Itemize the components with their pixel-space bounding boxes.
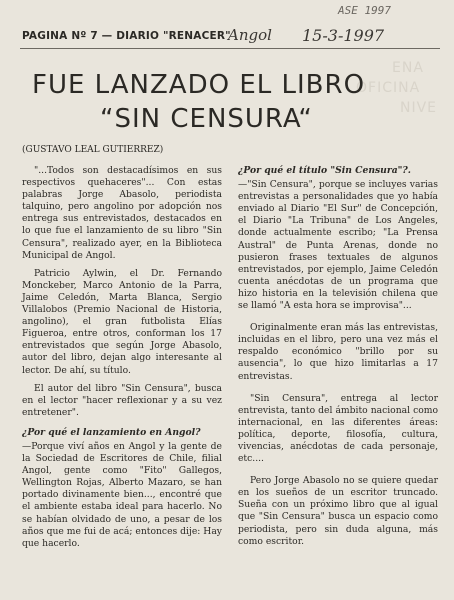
bleed-through-text-3: NIVE [400,100,438,116]
right-column [238,157,438,554]
subheading: ¿Por qué el lanzamiento en Angol? [22,426,201,438]
paragraph: —"Sin Censura", porque se incluyes varias entrevistas a personalidades que yo había enviado al Diario "El Sur" de Concepción, el Diario "La Tribuna" de Los Angeles, donde actualmente escribo; "La Prensa Austral" de Punta Arenas, donde no pusieron frases textuales de algunos entrevistados, por ejemplo, Jaime Celedón cuenta anécdotas de un programa que hizo historia en la televisión chilena que se llamó "A esta hora se improvisa"... [238,179,438,312]
left-column [22,165,222,556]
handwritten-place: Angol [228,26,272,44]
paragraph: Pero Jorge Abasolo no se quiere quedar en los sueños de un escritor truncado. Sueña con un próximo libro que al igual que "Sin Censura" busca un espacio como periodista, pero sin duda alguna, más como escritor. [238,475,438,547]
page-header: PAGINA Nº 7 — DIARIO "RENACER" [22,30,231,42]
paragraph: El autor del libro "Sin Censura", busca en el lector "hacer reflexionar y a su vez entretener". [22,382,222,418]
headline-line-2: “SIN CENSURA“ [100,104,313,134]
byline: (GUSTAVO LEAL GUTIERREZ) [22,145,164,155]
bleed-through-text-2: OFICINA [356,80,421,96]
bleed-through-text-1: ENA [392,60,424,76]
paragraph: —Porque viví años en Angol y la gente de la Sociedad de Escritores de Chile, filial Angol, gente como "Fito" Gallegos, Wellington Rojas, Alberto Mazaro, se han portado divinamente bien..., encontré que el ambiente estaba ideal para hacerlo. No se habían olvidado de uno, a pesar de los años que me fui de acá; entonces dije: Hay que hacerlo. [22,440,222,549]
handwritten-date: 15-3-1997 [302,26,385,45]
paragraph: "...Todos son destacadísimos en sus respectivos quehaceres"... Con estas palabras Jorge Abasolo, periodista talquino, pero angolino por adopción nos entrega sus entrevistados, destacados en lo que fue el lanzamiento de su libro "Sin Censura", realizado ayer, en la Biblioteca Municipal de Angol. [22,165,222,261]
paragraph: Originalmente eran más las entrevistas, incluidas en el libro, pero una vez más el respaldo económico "brillo por su ausencia", lo que hizo limitarlas a 17 entrevistas. [238,322,438,382]
subheading: ¿Por qué el título "Sin Censura"?. [238,165,412,176]
paragraph: "Sin Censura", entrega al lector entrevista, tanto del ámbito nacional como internacional, en las diferentes áreas: política, deporte, filosofía, cultura, vivencias, anécdotas de cada personaje, etc.... [238,392,438,465]
paragraph: Patricio Aylwin, el Dr. Fernando Monckeber, Marco Antonio de la Parra, Jaime Celedón, Marta Blanca, Sergio Villalobos (Premio Nacional de Historia, angolino), el gran futbolista Elías Figueroa, entre otros, conforman los 17 entrevistados que según Jorge Abasolo, autor del libro, dejan algo interesante al lector. De ahí, su título. [22,267,222,376]
headline-line-1: FUE LANZADO EL LIBRO [32,70,366,100]
archive-annotation: ASE 1997 [338,4,391,17]
header-rule [20,48,440,49]
